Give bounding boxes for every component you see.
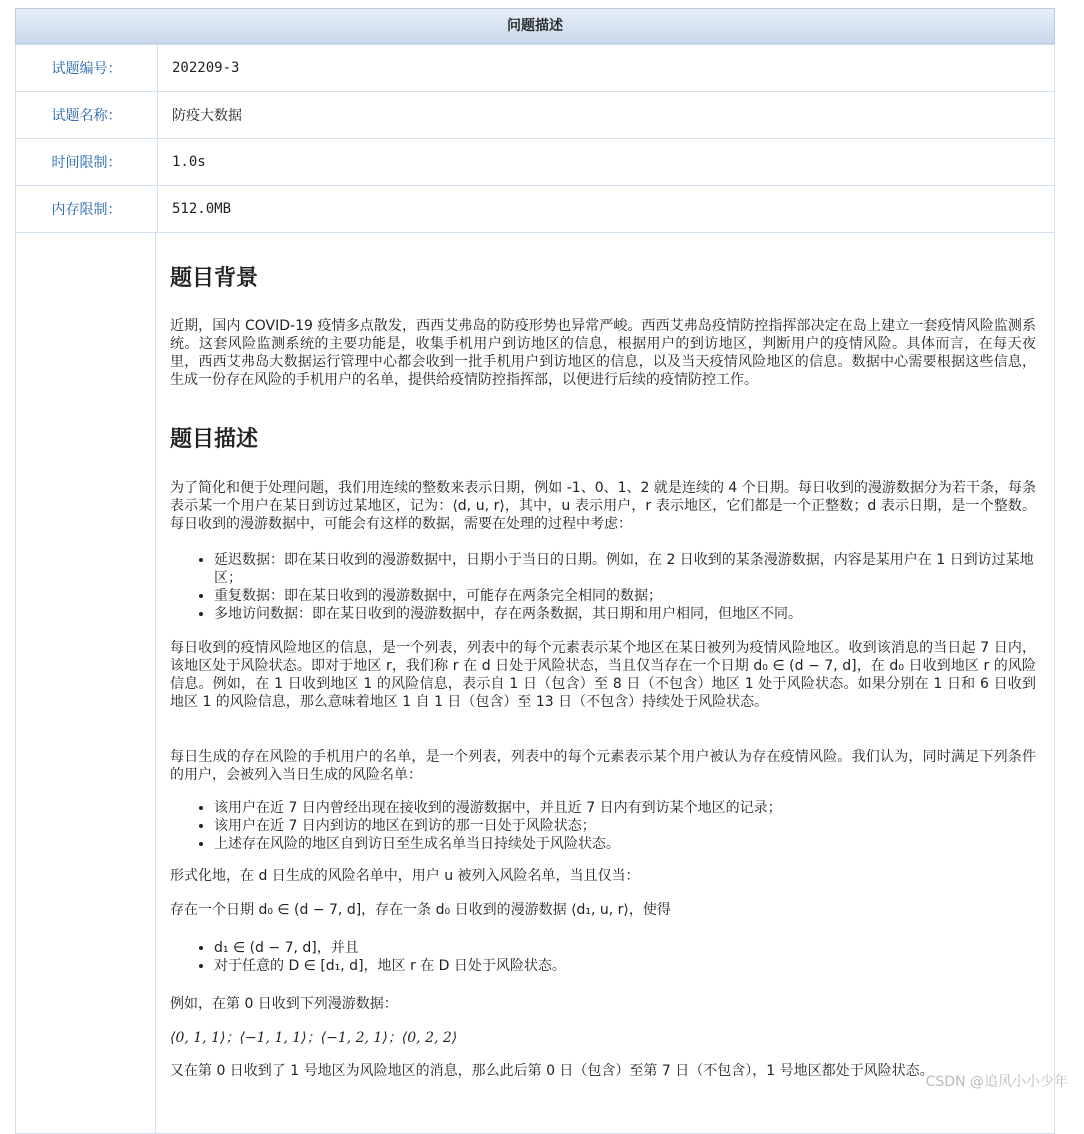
- meta-label: 时间限制：: [16, 139, 158, 186]
- description-paragraph-3: 每日生成的存在风险的手机用户的名单，是一个列表，列表中的每个元素表示某个用户被认为存在疫情风险。我们认为，同时满足下列条件的用户，会被列入当日生成的风险名单：: [170, 749, 1036, 783]
- meta-value: 202209-3: [158, 45, 1055, 92]
- meta-label: 试题编号：: [16, 45, 158, 92]
- meta-value: 防疫大数据: [158, 92, 1055, 139]
- list-item: • 对于任意的 D ∈ [d₁, d]，地区 r 在 D 日处于风险状态。: [214, 957, 1036, 975]
- section-title-description: 题目描述: [170, 426, 259, 452]
- list-item: • 延迟数据：即在某日收到的漫游数据中，日期小于当日的日期。例如，在 2 日收到的某条漫游数据，内容是某用户在 1 日到访过某地区；: [214, 551, 1036, 587]
- section-title-background: 题目背景: [170, 265, 259, 291]
- meta-row-memory: [16, 186, 1055, 233]
- description-paragraph-6: 例如，在第 0 日收到下列漫游数据：: [170, 996, 398, 1012]
- meta-value: 512.0MB: [158, 186, 1055, 233]
- description-paragraph-1: 为了简化和便于处理问题，我们用连续的整数来表示日期，例如 -1、0、1、2 就是连续的 4 个日期。每日收到的漫游数据分为若干条，每条表示某一个用户在某日到访过某地区，记为：⟨d, u, r⟩，其中，u 表示用户，r 表示地区，它们都是一个正整数；d 表示日期，是一个整数。每日收到的漫游数据中，可能会有这样的数据，需要在处理的过程中考虑：: [170, 480, 1036, 532]
- list-item: • 上述存在风险的地区自到访日至生成名单当日持续处于风险状态。: [214, 835, 1036, 853]
- meta-label: 试题名称：: [16, 92, 158, 139]
- meta-row-time: [16, 139, 1055, 186]
- data-type-list: [170, 551, 1036, 623]
- description-paragraph-2: 每日收到的疫情风险地区的信息，是一个列表，列表中的每个元素表示某个地区在某日被列为疫情风险地区。收到该消息的当日起 7 日内，该地区处于风险状态。即对于地区 r，我们称 r 在 d 日处于风险状态，当且仅当存在一个日期 d₀ ∈ (d − 7, d]，在 d₀ 日收到地区 r 的风险信息。例如，在 1 日收到地区 1 的风险信息，表示自 1 日（包含）至 8 日（不包含）地区 1 处于风险状态。如果分别在 1 日和 6 日收到地区 1 的风险信息，那么意味着地区 1 自 1 日（包含）至 13 日（不包含）持续处于风险状态。: [170, 640, 1036, 710]
- problem-meta-table: [15, 44, 1055, 233]
- description-paragraph-5: 存在一个日期 d₀ ∈ (d − 7, d]，存在一条 d₀ 日收到的漫游数据 ⟨d₁, u, r⟩，使得: [170, 902, 671, 918]
- csdn-watermark: CSDN @追风小小少年: [925, 1074, 1068, 1090]
- list-item: • d₁ ∈ (d − 7, d]，并且: [214, 939, 1036, 957]
- description-paragraph-4: 形式化地，在 d 日生成的风险名单中，用户 u 被列入风险名单，当且仅当：: [170, 868, 640, 884]
- problem-body: [15, 233, 1055, 1134]
- list-item: • 该用户在近 7 日内到访的地区在到访的那一日处于风险状态；: [214, 817, 1036, 835]
- list-item: • 该用户在近 7 日内曾经出现在接收到的漫游数据中，并且近 7 日内有到访某个地区的记录；: [214, 799, 1036, 817]
- description-paragraph-8: 又在第 0 日收到了 1 号地区为风险地区的消息，那么此后第 0 日（包含）至第 7 日（不包含），1 号地区都处于风险状态。: [170, 1063, 934, 1079]
- meta-row-name: [16, 92, 1055, 139]
- meta-value: 1.0s: [158, 139, 1055, 186]
- background-paragraph: 近期，国内 COVID-19 疫情多点散发，西西艾弗岛的防疫形势也异常严峻。西西艾弗岛疫情防控指挥部决定在岛上建立一套疫情风险监测系统。这套风险监测系统的主要功能是，收集手机用户到访地区的信息，根据用户的到访地区，判断用户的疫情风险。具体而言，在每天夜里，西西艾弗岛大数据运行管理中心都会收到一批手机用户到访地区的信息，以及当天疫情风险地区的信息。数据中心需要根据这些信息，生成一份存在风险的手机用户的名单，提供给疫情防控指挥部，以便进行后续的疫情防控工作。: [170, 318, 1036, 388]
- formal-condition-list: [170, 939, 1036, 975]
- meta-row-id: [16, 45, 1055, 92]
- problem-panel: [15, 8, 1055, 1134]
- roaming-data-example: ⟨0, 1, 1⟩；⟨−1, 1, 1⟩；⟨−1, 2, 1⟩；⟨0, 2, 2⟩: [170, 1030, 458, 1046]
- meta-label: 内存限制：: [16, 186, 158, 233]
- panel-header: 问题描述: [15, 8, 1055, 44]
- list-item: • 重复数据：即在某日收到的漫游数据中，可能存在两条完全相同的数据；: [214, 587, 1036, 605]
- risk-condition-list: [170, 799, 1036, 853]
- body-left-cell: [16, 233, 156, 1133]
- list-item: • 多地访问数据：即在某日收到的漫游数据中，存在两条数据，其日期和用户相同，但地区不同。: [214, 605, 1036, 623]
